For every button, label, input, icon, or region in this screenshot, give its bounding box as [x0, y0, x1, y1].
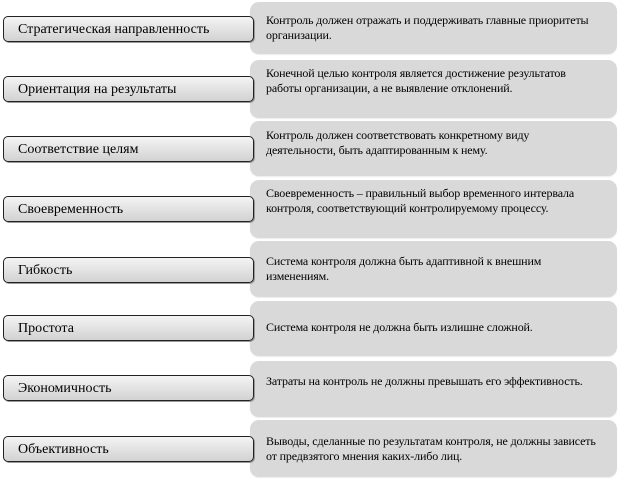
- principle-description-box: [250, 301, 617, 356]
- principle-name: Своевременность: [18, 202, 124, 217]
- principle-description-box: [250, 2, 617, 54]
- principle-description: Конечной целью контроля является достижение результатов работы организации, а не выявление отклонений.: [266, 66, 566, 95]
- principle-description: Контроль должен соответствовать конкретному виду деятельности, быть адаптированным к нему.: [266, 128, 530, 157]
- principle-label: [3, 136, 254, 162]
- principle-name: Гибкость: [18, 263, 73, 278]
- principle-description: Система контроля не должна быть излишне сложной.: [266, 320, 533, 334]
- principle-description: Система контроля должна быть адаптивной к внешним изменениям.: [266, 254, 542, 283]
- principle-description-box: [250, 121, 617, 176]
- principle-description-box: [250, 180, 617, 238]
- principle-description-box: [250, 361, 617, 417]
- principle-description: Контроль должен отражать и поддерживать главные приоритеты организации.: [266, 13, 589, 42]
- principle-description-box: [250, 420, 617, 477]
- principle-name: Стратегическая направленность: [18, 22, 210, 37]
- principle-label: [3, 76, 254, 102]
- principle-description: Выводы, сделанные по результатам контроля, не должны зависеть от предвзятого мнения каких-либо лиц.: [266, 434, 596, 463]
- principle-label: [3, 436, 254, 462]
- principle-name: Соответствие целям: [18, 142, 139, 157]
- principle-name: Объективность: [18, 442, 109, 457]
- principle-description: Своевременность – правильный выбор временного интервала контроля, соответствующий контролируемому процессу.: [266, 186, 574, 215]
- principle-label: [3, 16, 254, 42]
- principle-label: [3, 196, 254, 222]
- principle-name: Простота: [18, 321, 74, 336]
- principle-label: [3, 257, 254, 283]
- principle-description: Затраты на контроль не должны превышать его эффективность.: [266, 374, 583, 388]
- principle-name: Экономичность: [18, 381, 112, 396]
- principle-label: [3, 315, 254, 341]
- principle-description-box: [250, 60, 617, 118]
- principle-name: Ориентация на результаты: [18, 82, 177, 97]
- principle-label: [3, 375, 254, 401]
- principle-description-box: [250, 241, 617, 297]
